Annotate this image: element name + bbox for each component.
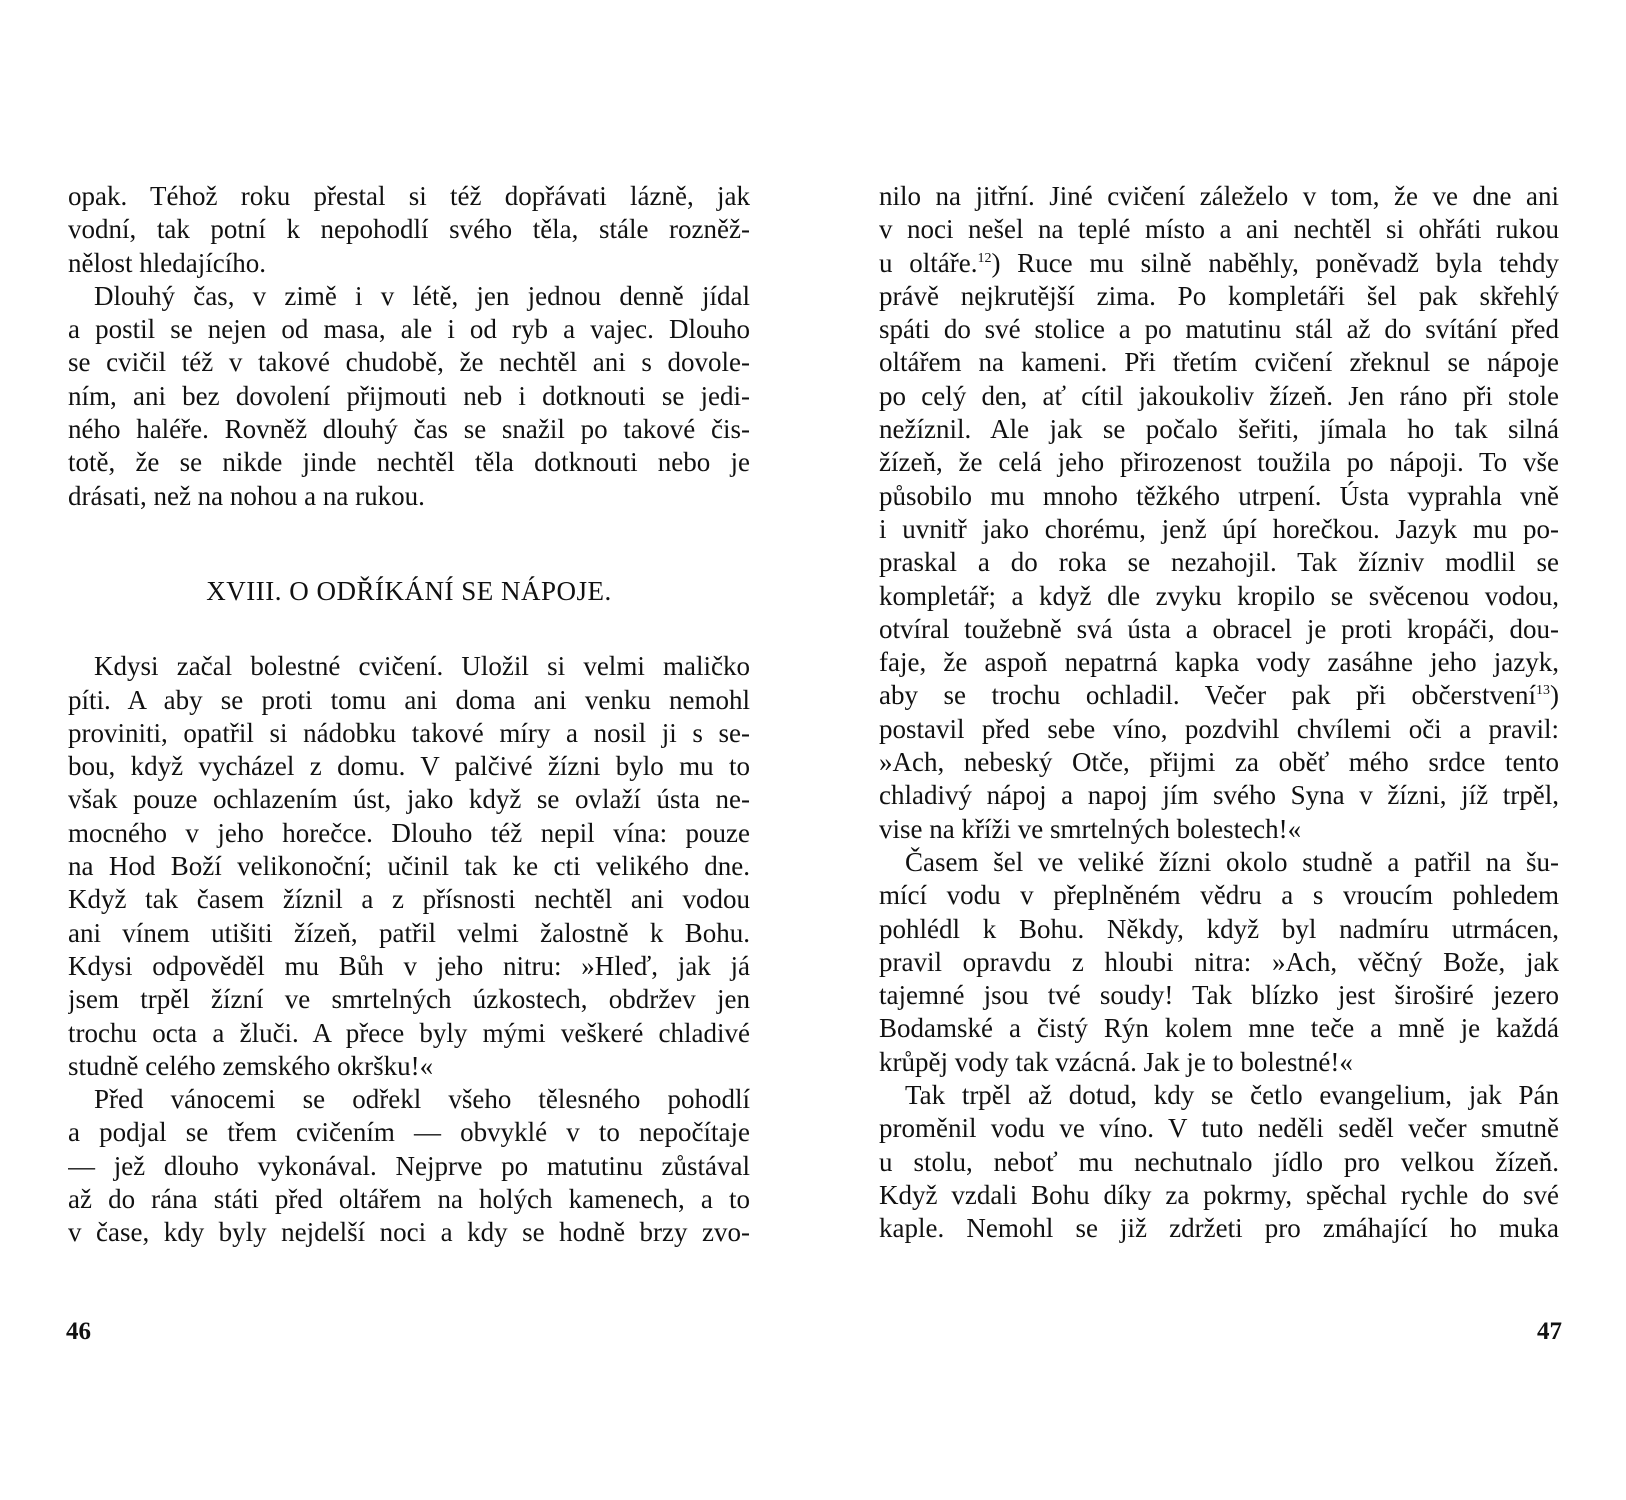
text-line: praskal a do roka se nezahojil. Tak žízniv modlil se [879,547,1559,578]
text-line: »Ach, nebeský Otče, přijmi za oběť mého srdce tento [879,747,1559,778]
text-line: Když tak časem žíznil a z přísnosti nechtěl ani vodou [68,884,750,915]
text-line: působilo mu mnoho těžkého utrpení. Ústa vyprahla vně [879,480,1559,511]
text-line: a postil se nejen od masa, ale i od ryb a vajec. Dlouho [68,314,750,345]
text-line: vodní, tak potní k nepohodlí svého těla, stále rozněž- [68,214,750,245]
text-line: Kdysi začal bolestné cvičení. Uložil si velmi maličko [94,651,750,682]
text-line: právě nejkrutější zima. Po kompletáři šel pak skřehlý [879,280,1559,311]
text-line: po celý den, ať cítil jakoukoliv žízeň. Jen ráno při stole [879,380,1559,411]
text-line: proviniti, opatřil si nádobku takové míry a nosil ji s se- [68,717,750,748]
text-fragment: aby se trochu ochladil. Večer pak při občerstvení [879,680,1536,711]
text-line: spáti do své stolice a po matutinu stál až do svítání před [879,314,1559,345]
text-line: Časem šel ve veliké žízni okolo studně a patřil na šu- [905,846,1559,877]
page-number: 46 [66,1318,91,1345]
text-line: chladivý nápoj a napoj jím svého Syna v žízni, jíž trpěl, [879,780,1559,811]
paragraph [879,1079,1559,1245]
text-line: v čase, kdy byly nejdelší noci a kdy se hodně brzy zvo- [68,1217,750,1248]
text-line: píti. A aby se proti tomu ani doma ani venku nemohl [68,684,750,715]
text-line: nilo na jitřní. Jiné cvičení záleželo v tom, že ve dne ani [879,181,1559,211]
text-line: Tak trpěl až dotud, kdy se četlo evangelium, jak Pán [905,1080,1559,1111]
text-line: trochu octa a žluči. A přece byly mými veškeré chladivé [68,1017,750,1048]
text-line: opak. Téhož roku přestal si též dopřávati lázně, jak [68,181,750,211]
text-line: Kdysi odpověděl mu Bůh v jeho nitru: »Hleď, jak já [68,950,750,981]
text-line: i uvnitř jako chorému, jenž úpí horečkou. Jazyk mu po- [879,513,1559,544]
footnote-marker: 13 [1536,683,1550,699]
text-line: na Hod Boží velikonoční; učinil tak ke cti velikého dne. [68,851,750,882]
text-line: oltářem na kameni. Při třetím cvičení zřeknul se nápoje [879,347,1559,378]
text-line-with-footnote [879,247,1559,280]
text-fragment: ) [1550,680,1559,711]
text-line: visе na kříži ve smrtelných bolestech!« [879,813,1302,844]
text-line: nělost hledajícího. [68,247,266,278]
paragraph [879,180,1559,846]
text-line: faje, že aspoň nepatrná kapka vody zasáhne jeho jazyk, [879,647,1559,678]
text-line: krůpěj vody tak vzácná. Jak je to bolestné!« [879,1046,1353,1077]
text-line: ním, ani bez dovolení přijmouti neb i dotknouti se jedi- [68,380,750,411]
text-line: mící vodu v přeplněném vědru a s vroucím pohledem [879,880,1559,911]
text-line: bou, když vycházel z domu. V palčivé žízni bylo mu to [68,751,750,782]
text-line: mocného v jeho horečce. Dlouho též nepil vína: pouze [68,817,750,848]
text-fragment: ) Ruce mu silně naběhly, poněvadž byla tehdy [991,247,1559,278]
paragraph [68,280,750,513]
paragraph [879,846,1559,1079]
text-line: — jež dlouho vykonával. Nejprve po matutinu zůstával [68,1150,750,1181]
text-line: se cvičil též v takové chudobě, že nechtěl ani s dovole- [68,347,750,378]
right-page-text [879,180,1559,1246]
text-line: nežíznil. Ale jak se počalo šeřiti, jímala ho tak silná [879,414,1559,445]
text-line: Před vánocemi se odřekl všeho tělesného pohodlí [94,1084,750,1115]
text-line: kompletář; a když dle zvyku kropilo se svěcenou vodou, [879,580,1559,611]
text-fragment: u oltáře. [879,247,978,278]
text-line: drásati, než na nohou a na rukou. [68,480,425,511]
right-page [813,0,1626,1500]
text-line: pravil opravdu z hloubi nitra: »Ach, věčný Bože, jak [879,946,1559,977]
footnote-marker: 12 [977,250,992,266]
text-line: totě, že se nikde jinde nechtěl těla dotknouti nebo je [68,447,750,478]
left-page-text [68,180,750,1250]
text-line: postavil před sebe víno, pozdvihl chvílemi oči a pravil: [879,713,1559,744]
text-line: pohlédl k Bohu. Někdy, když byl nadmíru utrmácen, [879,913,1559,944]
text-line: proměnil vodu ve víno. V tuto neděli seděl večer smutně [879,1113,1559,1144]
text-line: otvíral toužebně svá ústa a obracel je proti kropáči, dou- [879,613,1559,644]
text-line: a podjal se třem cvičením — obvyklé v to nepočítaje [68,1117,750,1148]
text-line: ného haléře. Rovněž dlouhý čas se snažil po takové čis- [68,414,750,445]
text-line: Bodamské a čistý Rýn kolem mne teče a mně je každá [879,1013,1559,1044]
text-line: Když vzdali Bohu díky za pokrmy, spěchal rychle do své [879,1179,1559,1210]
page-number: 47 [1537,1318,1562,1345]
text-line: tajemné jsou tvé soudy! Tak blízko jest široširé jezero [879,980,1559,1011]
text-line: studně celého zemského okršku!« [68,1050,434,1081]
text-line: u stolu, neboť mu nechutnalo jídlo pro velkou žízeň. [879,1146,1559,1177]
text-line: v noci nešel na teplé místo a ani nechtěl si ohřáti rukou [879,214,1559,245]
chapter-title: XVIII. O ODŘÍKÁNÍ SE NÁPOJE. [206,575,612,606]
text-line: až do rána státi před oltářem na holých kamenech, a to [68,1184,750,1215]
paragraph [68,1083,750,1249]
paragraph [68,180,750,280]
text-line: jsem trpěl žízní ve smrtelných úzkostech, obdržev jen [68,984,750,1015]
paragraph [68,650,750,1083]
text-line: žízeň, že celá jeho přirozenost toužila po nápoji. To vše [879,447,1559,478]
text-line: kaple. Nemohl se již zdržeti pro zmáhající ho muka [879,1213,1559,1244]
text-line-with-footnote [879,679,1559,712]
text-line: Dlouhý čas, v zimě i v létě, jen jednou denně jídal [94,280,750,311]
text-line: ani vínem utišiti žízeň, patřil velmi žalostně k Bohu. [68,917,750,948]
text-line: však pouze ochlazením úst, jako když se ovlaží ústa ne- [68,784,750,815]
